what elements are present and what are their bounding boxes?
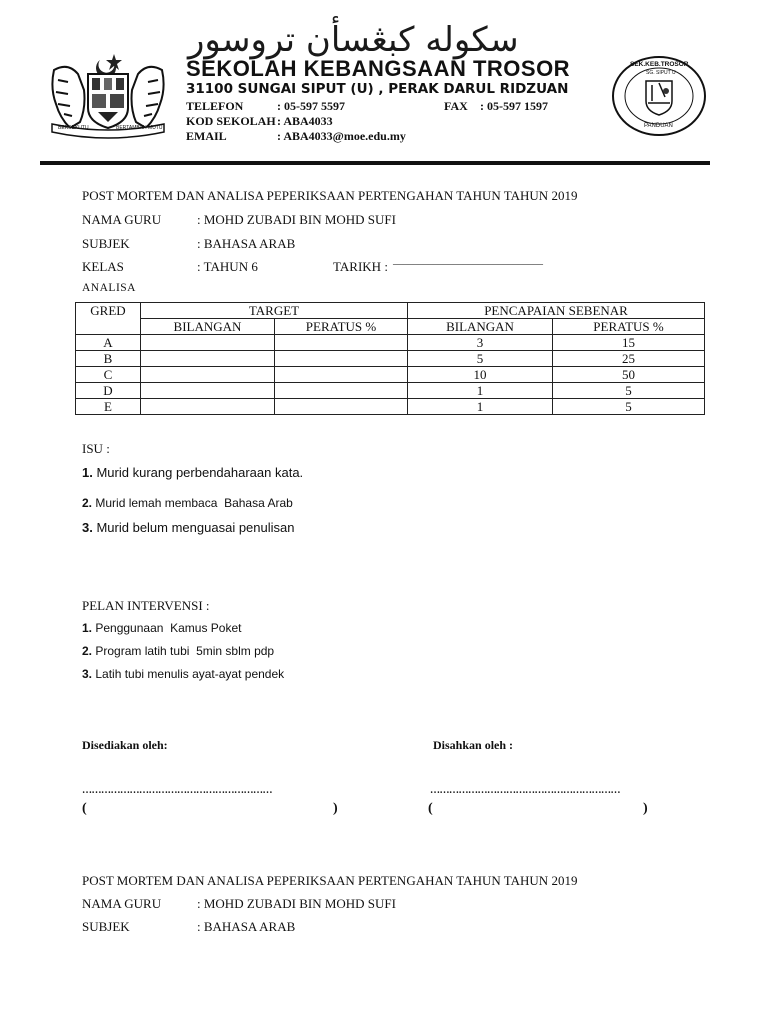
cell-target-peratus [275,367,408,383]
subjek-value-repeat: : BAHASA ARAB [197,919,296,934]
isu-item-text: Murid kurang perbendaharaan kata. [96,465,304,480]
header-gred: GRED [76,303,141,335]
nama-guru-value-repeat: : MOHD ZUBADI BIN MOHD SUFI [197,896,396,911]
header-bilangan-pencapaian: BILANGAN [408,319,553,335]
cell-pencapaian-bilangan: 3 [408,335,553,351]
cell-pencapaian-peratus: 50 [553,367,705,383]
email-label: EMAIL [186,129,227,143]
intervensi-item-number: 1. [82,621,93,635]
analisa-label: ANALISA [82,282,136,294]
cell-pencapaian-peratus: 5 [553,399,705,415]
table-row [76,367,705,383]
email-value: : ABA4033@moe.edu.my [277,129,406,143]
cell-pencapaian-bilangan: 1 [408,399,553,415]
document-title-repeat: POST MORTEM DAN ANALISA PEPERIKSAAN PERTENGAHAN TAHUN TAHUN 2019 [82,873,578,888]
document-title: POST MORTEM DAN ANALISA PEPERIKSAAN PERTENGAHAN TAHUN TAHUN 2019 [82,188,578,203]
analysis-table [75,302,705,415]
isu-item-number: 2. [82,496,93,510]
isu-item [82,520,294,535]
subjek-label-repeat: SUBJEK [82,919,130,934]
header-pencapaian: PENCAPAIAN SEBENAR [408,303,705,319]
cell-gred: D [76,383,141,399]
name-close-paren-left: ) [333,801,338,816]
school-name-jawi: سکوله کبڠسأن تروسور [188,20,519,60]
kelas-label: KELAS [82,259,124,274]
intervensi-item [82,644,274,658]
isu-item-number: 3. [82,520,93,535]
telefon-value: : 05-597 5597 [277,99,345,113]
nama-guru-value: : MOHD ZUBADI BIN MOHD SUFI [197,212,396,227]
cell-target-peratus [275,351,408,367]
intervensi-item [82,667,284,681]
intervensi-label: PELAN INTERVENSI : [82,598,210,613]
isu-item-number: 1. [82,465,93,480]
cell-gred: B [76,351,141,367]
name-open-paren-right: ( [428,801,433,816]
header-peratus-pencapaian: PERATUS % [553,319,705,335]
tarikh-label: TARIKH : [333,259,392,274]
table-header-row [76,303,705,319]
cell-target-bilangan [141,383,275,399]
header-target: TARGET [141,303,408,319]
nama-guru-label-repeat: NAMA GURU [82,896,162,911]
crest-top-text: SEK.KEB.TROSOR [630,61,689,68]
crest-bottom-text: PANDUAN [644,123,673,129]
kod-sekolah-label: KOD SEKOLAH [186,114,276,128]
table-row [76,335,705,351]
isu-item [82,496,293,510]
table-row [76,383,705,399]
name-open-paren-left: ( [82,801,87,816]
cell-target-bilangan [141,367,275,383]
crest-caption-left: BERSEKUTU [58,125,89,131]
cell-pencapaian-peratus: 5 [553,383,705,399]
nama-guru-label: NAMA GURU [82,212,162,227]
cell-target-bilangan [141,335,275,351]
header-divider [40,161,710,165]
kelas-value: : TAHUN 6 [197,259,258,274]
signature-line-right: …………………………………………………… [430,785,620,796]
isu-item [82,465,303,480]
tarikh-field: ______________________________ [393,255,543,266]
isu-label: ISU : [82,441,110,456]
table-row [76,399,705,415]
cell-pencapaian-bilangan: 5 [408,351,553,367]
intervensi-item [82,621,241,635]
signature-line-left: …………………………………………………… [82,785,272,796]
disahkan-label: Disahkan oleh : [433,738,514,752]
cell-target-peratus [275,335,408,351]
cell-pencapaian-bilangan: 1 [408,383,553,399]
subjek-label: SUBJEK [82,236,130,251]
cell-gred: A [76,335,141,351]
isu-item-text: Murid lemah membaca Bahasa Arab [95,496,293,510]
cell-gred: C [76,367,141,383]
cell-pencapaian-bilangan: 10 [408,367,553,383]
header-peratus-target: PERATUS % [275,319,408,335]
fax-label: FAX [444,99,468,113]
cell-gred: E [76,399,141,415]
crest-sub-text: SG. SIPUT U [646,70,676,76]
header-bilangan-target: BILANGAN [141,319,275,335]
intervensi-item-number: 2. [82,644,93,658]
isu-item-text: Murid belum menguasai penulisan [96,520,295,535]
cell-target-bilangan [141,351,275,367]
subjek-value: : BAHASA ARAB [197,236,296,251]
cell-target-bilangan [141,399,275,415]
cell-pencapaian-peratus: 15 [553,335,705,351]
intervensi-item-text: Program latih tubi 5min sblm pdp [95,644,275,658]
cell-pencapaian-peratus: 25 [553,351,705,367]
table-row [76,351,705,367]
school-name: SEKOLAH KEBANGSAAN TROSOR [186,56,571,81]
intervensi-item-text: Penggunaan Kamus Poket [95,621,242,635]
intervensi-item-text: Latih tubi menulis ayat-ayat pendek [95,667,285,681]
table-subheader-row [76,319,705,335]
malaysia-coat-of-arms-logo [44,50,172,142]
name-close-paren-right: ) [643,801,648,816]
kod-sekolah-value: : ABA4033 [277,114,333,128]
telefon-label: TELEFON [186,99,244,113]
intervensi-item-number: 3. [82,667,93,681]
cell-target-peratus [275,399,408,415]
school-address: 31100 SUNGAI SIPUT (U) , PERAK DARUL RIDZUAN [186,81,569,97]
fax-value: : 05-597 1597 [480,99,548,113]
crest-caption-right: BERTAMBAH MUTU [116,125,163,131]
cell-target-peratus [275,383,408,399]
disediakan-label: Disediakan oleh: [82,738,168,752]
school-crest-logo [610,55,708,137]
